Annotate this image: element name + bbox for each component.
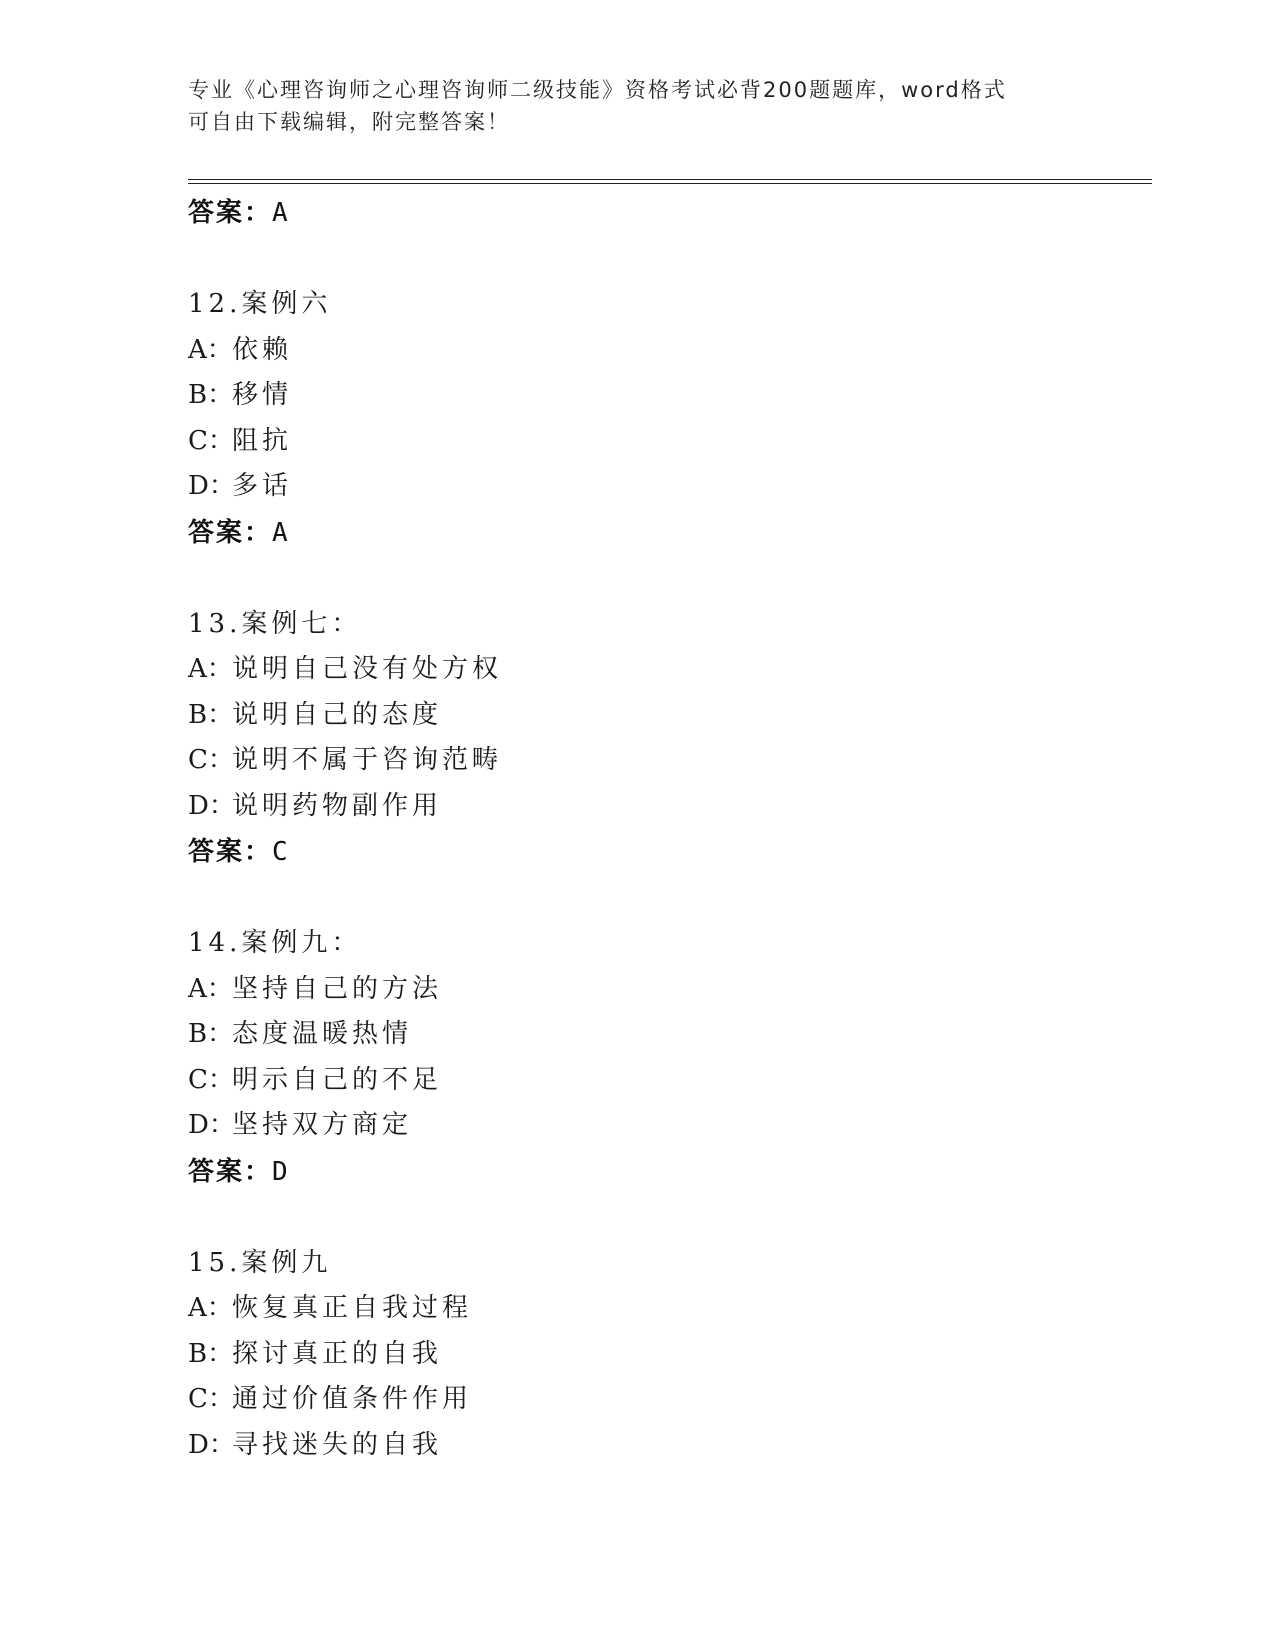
option-key: D： (188, 790, 235, 821)
option-key: B： (188, 699, 234, 730)
option-text: 恢复真正自我过程 (232, 1293, 473, 1323)
question-12 (188, 282, 1088, 556)
option-b (188, 693, 1088, 739)
option-text: 坚持双方商定 (232, 1110, 413, 1140)
header-line-1: 专业《心理咨询师之心理咨询师二级技能》资格考试必背200题题库，word格式 (188, 78, 1007, 102)
option-key: C： (188, 745, 234, 775)
option-b (188, 1332, 1088, 1378)
option-c (188, 1058, 1088, 1104)
option-text: 明示自己的不足 (232, 1064, 443, 1095)
option-key: A： (188, 334, 233, 365)
option-key: A： (188, 654, 233, 684)
answer-label: 答案： (188, 198, 273, 228)
option-key: D： (188, 1429, 235, 1460)
answer-value: C (272, 837, 290, 867)
option-d (188, 784, 1088, 830)
question-list (188, 190, 1088, 1468)
answer-label: 答案： (188, 837, 273, 867)
document-header (188, 74, 1088, 138)
option-key: D： (188, 1110, 235, 1140)
option-text: 态度温暖热情 (232, 1019, 413, 1049)
question-13 (188, 602, 1088, 876)
answer-line (188, 190, 1088, 236)
answer-line (188, 1149, 1088, 1195)
spacer (188, 556, 1088, 602)
option-c (188, 738, 1088, 784)
option-key: B： (188, 1019, 234, 1049)
spacer (188, 875, 1088, 921)
option-text: 移情 (232, 380, 293, 410)
question-14 (188, 921, 1088, 1195)
option-key: C： (188, 1064, 234, 1095)
question-title: 14.案例九： (188, 928, 362, 958)
option-d (188, 464, 1088, 510)
option-a (188, 1286, 1088, 1332)
answer-label: 答案： (188, 517, 273, 548)
option-a (188, 647, 1088, 693)
option-text: 说明不属于咨询范畴 (232, 745, 503, 775)
option-text: 说明自己的态度 (232, 699, 443, 730)
option-text: 通过价值条件作用 (232, 1384, 473, 1414)
answer-value: D (272, 1156, 290, 1187)
option-c (188, 1377, 1088, 1423)
answer-label: 答案： (188, 1156, 273, 1187)
option-a (188, 967, 1088, 1013)
option-key: B： (188, 380, 234, 410)
question-title: 12.案例六 (188, 289, 332, 319)
header-divider-top (188, 179, 1152, 180)
option-c (188, 419, 1088, 465)
option-text: 寻找迷失的自我 (232, 1429, 443, 1460)
answer-value: A (272, 198, 290, 228)
spacer (188, 236, 1088, 282)
question-title: 15.案例九 (188, 1247, 332, 1278)
spacer (188, 1195, 1088, 1241)
option-d (188, 1103, 1088, 1149)
option-text: 依赖 (232, 334, 293, 365)
option-b (188, 1012, 1088, 1058)
option-text: 说明自己没有处方权 (232, 654, 503, 684)
option-d (188, 1423, 1088, 1469)
option-text: 多话 (232, 471, 293, 501)
option-key: B： (188, 1338, 234, 1369)
option-text: 探讨真正的自我 (232, 1338, 443, 1369)
option-b (188, 373, 1088, 419)
option-text: 说明药物副作用 (232, 790, 443, 821)
answer-line (188, 829, 1088, 875)
option-key: C： (188, 425, 234, 456)
header-divider-bottom (188, 183, 1152, 184)
question-title: 13.案例七： (188, 608, 362, 639)
header-line-2: 可自由下载编辑，附完整答案！ (188, 110, 510, 134)
option-text: 阻抗 (232, 425, 293, 456)
option-key: A： (188, 1293, 233, 1323)
option-key: D： (188, 471, 235, 501)
answer-line (188, 510, 1088, 556)
option-text: 坚持自己的方法 (232, 973, 443, 1004)
answer-value: A (272, 517, 290, 548)
question-15 (188, 1241, 1088, 1469)
option-key: A： (188, 973, 233, 1004)
option-key: C： (188, 1384, 234, 1414)
option-a (188, 328, 1088, 374)
